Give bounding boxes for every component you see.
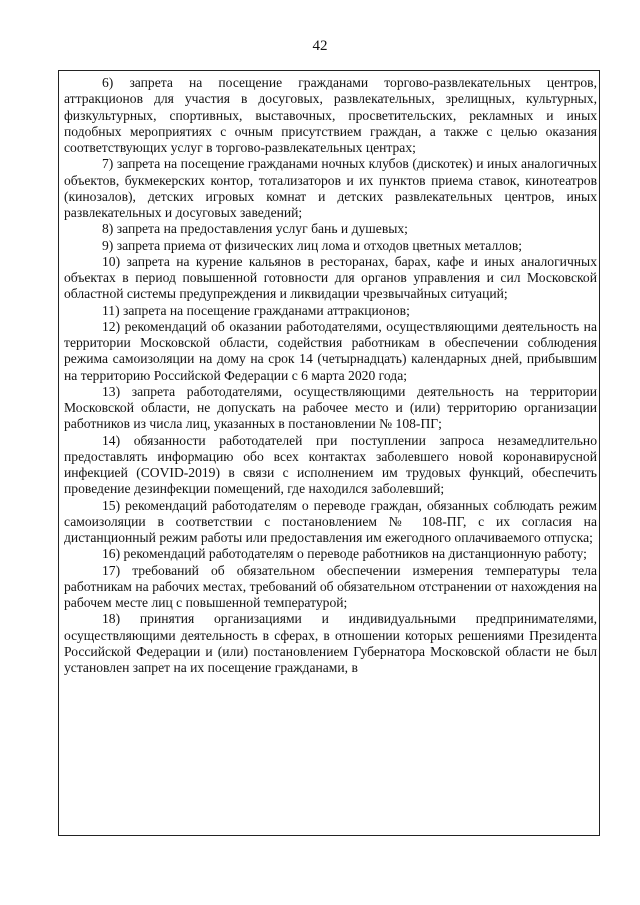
item-text: обязанности работодателей при поступлении запроса незамедлительно предоставлять информацию обо всех контактах заболевшего новой коронавирусной инфекцией (COVID-2019) в связи с исполнением им трудовых функций, обеспечить проведение дезинфекции помещений, где находился заболевший; [64, 432, 597, 497]
list-item [64, 498, 597, 547]
item-number: 8) [102, 221, 114, 237]
list-item [64, 75, 597, 156]
list-item [64, 238, 597, 254]
item-text: запрета на курение кальянов в ресторанах, барах, кафе и иных аналогичных объектах в период повышенной готовности для органов управления и сил Московской областной системы предупреждения и ликвидации чрезвычайных ситуаций; [64, 253, 597, 302]
document-frame [58, 70, 600, 836]
item-number: 6) [102, 75, 114, 90]
item-number: 10) [102, 253, 121, 269]
item-number: 11) [102, 302, 120, 318]
item-text: запрета на посещение гражданами ночных клубов (дискотек) и иных аналогичных объектов, букмекерских контор, тотализаторов и их пунктов приема ставок, кинотеатров (кинозалов), детских игровых комнат и детских развлекательных центров, иных развлекательных и досуговых заведений; [64, 156, 597, 220]
item-text: запрета приема от физических лиц лома и отходов цветных металлов; [116, 237, 523, 253]
item-number: 9) [102, 237, 114, 253]
item-text: запрета на посещение гражданами торгово-развлекательных центров, аттракционов для участия в досуговых, развлекательных, зрелищных, культурных, физкультурных, спортивных, выставочных, просветительских, рекламных и иных подобных мероприятиях с очным присутствием граждан, а также с целью оказания соответствующих услуг в торгово-развлекательных центрах; [64, 75, 597, 155]
page-number: 42 [312, 38, 328, 54]
item-number: 15) [102, 497, 121, 513]
item-text: запрета на посещение гражданами аттракционов; [123, 302, 410, 318]
item-text: запрета работодателями, осуществляющими деятельность на территории Московской области, не допускать на рабочее место и (или) территорию организации работников из числа лиц, указанных в постановлении № 108-ПГ; [64, 383, 597, 432]
list-item [64, 303, 597, 319]
list-item [64, 156, 597, 221]
item-text: принятия организациями и индивидуальными предпринимателями, осуществляющими деятельность в сферах, в отношении которых решениями Президента Российской Федерации и (или) постановлением Губернатора Московской области не был установлен запрет на их посещение гражданами, в [64, 611, 597, 675]
list-item [64, 433, 597, 498]
list-item [64, 319, 597, 384]
list-item [64, 221, 597, 237]
item-number: 13) [102, 383, 121, 399]
item-text: рекомендаций работодателям о переводе работников на дистанционную работу; [123, 546, 587, 562]
item-number: 7) [102, 156, 114, 172]
item-number: 14) [102, 432, 121, 448]
item-text: запрета на предоставления услуг бань и душевых; [116, 221, 408, 237]
list-item [64, 563, 597, 612]
item-number: 18) [102, 611, 121, 627]
item-number: 12) [102, 318, 121, 334]
item-text: рекомендаций работодателям о переводе граждан, обязанных соблюдать режим самоизоляции в соответствии с постановлением № 108-ПГ, с их согласия на дистанционный режим работы или предоставления им ежегодного оплачиваемого отпуска; [64, 497, 597, 545]
list-item [64, 611, 597, 676]
item-text: рекомендаций об оказании работодателями, осуществляющими деятельность на территории Московской области, содействия работникам в обеспечении соблюдения режима самоизоляции на дому на срок 14 (четырнадцать) календарных дней, прибывшим на территорию Российской Федерации с 6 марта 2020 года; [64, 318, 597, 383]
item-text: требований об обязательном обеспечении измерения температуры тела работникам на рабочих местах, требований об обязательном отстранении от нахождения на рабочем месте лиц с повышенной температурой; [64, 562, 597, 610]
list-item [64, 384, 597, 433]
item-number: 16) [102, 546, 121, 562]
list-item [64, 546, 597, 562]
list-item [64, 254, 597, 303]
item-number: 17) [102, 562, 121, 578]
